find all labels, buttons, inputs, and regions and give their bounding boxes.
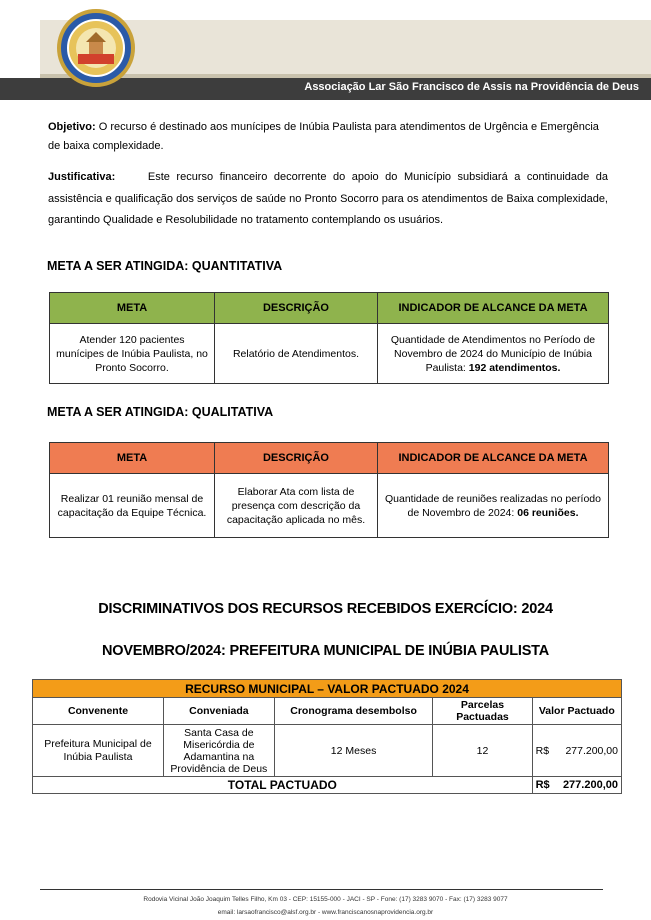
valor-cell: 277.200,00 — [560, 725, 622, 777]
column-header-descricao: DESCRIÇÃO — [215, 443, 378, 474]
cronograma-cell: 12 Meses — [274, 725, 433, 777]
meta-cell: Atender 120 pacientes munícipes de Inúbia Paulista, no Pronto Socorro. — [50, 324, 215, 384]
column-header-conveniada: Conveniada — [163, 698, 274, 725]
indicador-cell — [378, 324, 609, 384]
column-header-valor: Valor Pactuado — [532, 698, 621, 725]
conveniada-cell: Santa Casa de Misericórdia de Adamantina na Providência de Deus — [163, 725, 274, 777]
convenente-cell: Prefeitura Municipal de Inúbia Paulista — [33, 725, 164, 777]
meta-quantitativa-heading: META A SER ATINGIDA: QUANTITATIVA — [47, 259, 283, 273]
column-header-meta: META — [50, 443, 215, 474]
objetivo-text: O recurso é destinado aos munícipes de Inúbia Paulista para atendimentos de Urgência e Emergência de baixa complexidade. — [48, 121, 599, 152]
column-header-cronograma: Cronograma desembolso — [274, 698, 433, 725]
column-header-indicador: INDICADOR DE ALCANCE DA META — [378, 443, 609, 474]
recurso-municipal-table — [32, 679, 622, 794]
meta-qualitativa-heading: META A SER ATINGIDA: QUALITATIVA — [47, 405, 274, 419]
column-header-indicador: INDICADOR DE ALCANCE DA META — [378, 293, 609, 324]
justificativa-paragraph — [48, 167, 608, 232]
recurso-title-row — [33, 680, 622, 698]
footer-divider — [40, 889, 603, 890]
table-header-row — [50, 443, 609, 474]
organization-name: Associação Lar São Francisco de Assis na Providência de Deus — [304, 81, 639, 93]
parcelas-cell: 12 — [433, 725, 532, 777]
novembro-title: NOVEMBRO/2024: PREFEITURA MUNICIPAL DE INÚBIA PAULISTA — [101, 643, 550, 659]
meta-quantitativa-table — [49, 292, 609, 384]
currency-cell: R$ — [532, 725, 560, 777]
total-value: 277.200,00 — [560, 777, 622, 794]
footer-address: Rodovia Vicinal João Joaquim Telles Filho, Km 03 - CEP: 15155-000 - JACI - SP - Fone: (17) 3283 9070 - Fax: (17) 3283 9077 — [143, 896, 508, 903]
column-header-meta: META — [50, 293, 215, 324]
descricao-cell: Elaborar Ata com lista de presença com descrição da capacitação aplicada no mês. — [215, 474, 378, 538]
table-header-row — [33, 698, 622, 725]
indicador-value: 06 reuniões. — [517, 506, 579, 519]
indicador-cell — [378, 474, 609, 538]
table-row — [50, 324, 609, 384]
recurso-title: RECURSO MUNICIPAL – VALOR PACTUADO 2024 — [33, 680, 622, 698]
page-header — [0, 0, 651, 100]
objetivo-paragraph — [48, 118, 608, 156]
total-currency: R$ — [532, 777, 560, 794]
total-label: TOTAL PACTUADO — [33, 777, 533, 794]
total-row — [33, 777, 622, 794]
indicador-text: Quantidade de reuniões realizadas no período de Novembro de 2024: — [385, 492, 601, 519]
seal-logo-icon — [56, 8, 136, 88]
column-header-descricao: DESCRIÇÃO — [215, 293, 378, 324]
meta-qualitativa-table — [49, 442, 609, 538]
objetivo-label: Objetivo: — [48, 121, 96, 133]
column-header-convenente: Convenente — [33, 698, 164, 725]
indicador-value: 192 atendimentos. — [468, 361, 561, 374]
table-row — [50, 474, 609, 538]
column-header-parcelas: Parcelas Pactuadas — [433, 698, 532, 725]
table-header-row — [50, 293, 609, 324]
meta-cell: Realizar 01 reunião mensal de capacitação da Equipe Técnica. — [50, 474, 215, 538]
discriminativos-title: DISCRIMINATIVOS DOS RECURSOS RECEBIDOS EXERCÍCIO: 2024 — [98, 601, 553, 617]
descricao-cell: Relatório de Atendimentos. — [215, 324, 378, 384]
justificativa-text: Este recurso financeiro decorrente do apoio do Município subsidiará a continuidade da assistência e qualificação dos serviços de saúde no Pronto Socorro para os atendimentos de Baixa complexidade, garantindo Qualidade e Resolubilidade no tratamento contemplando os usuários. — [48, 171, 608, 226]
justificativa-label: Justificativa: — [48, 171, 116, 183]
footer-contact: email: larsaofrancisco@alsf.org.br - www.franciscanosnaprovidencia.org.br — [217, 909, 434, 916]
indicador-text: Quantidade de Atendimentos no Período de Novembro de 2024 do Município de Inúbia Paulista: — [390, 333, 596, 374]
table-row — [33, 725, 622, 777]
